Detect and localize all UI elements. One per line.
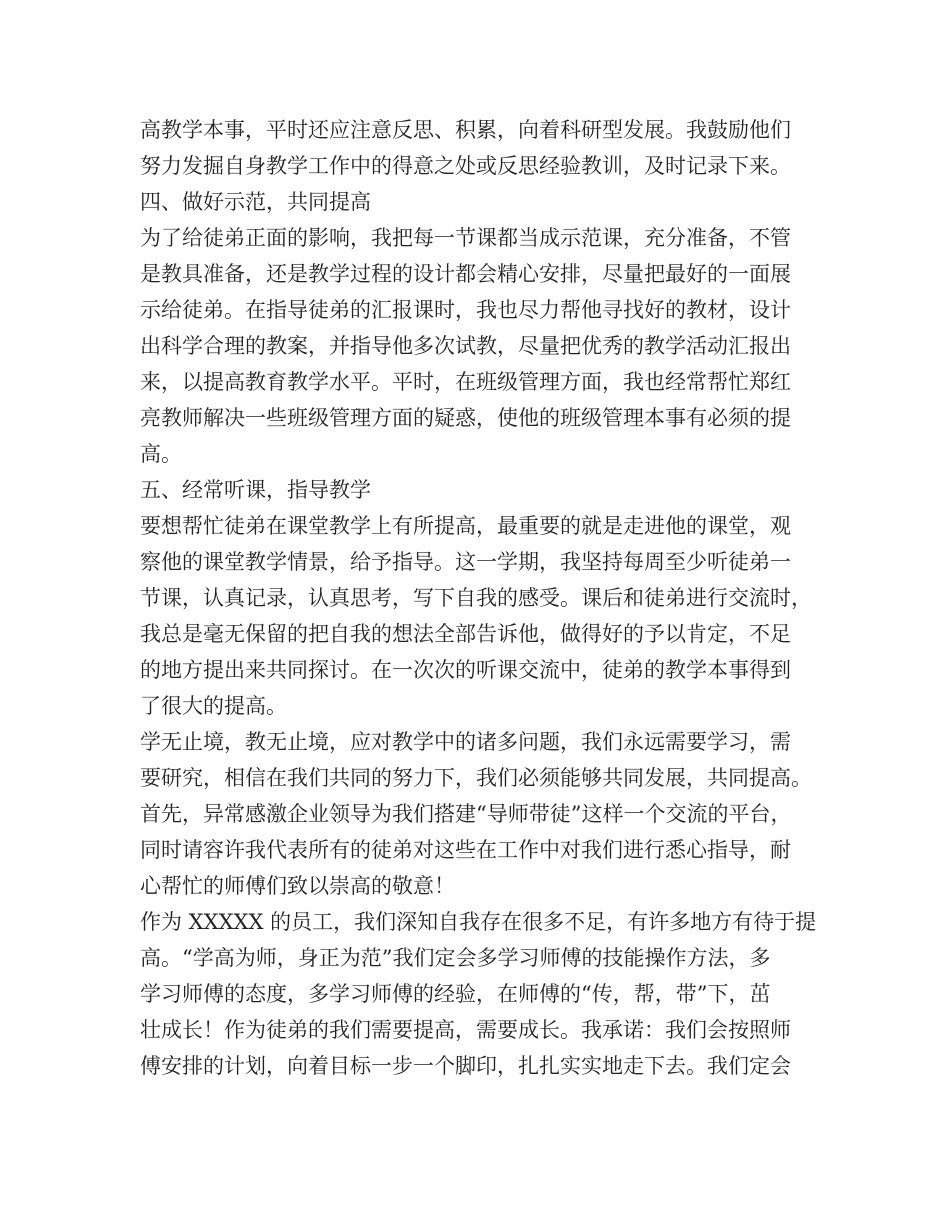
text-line: 要研究，相信在我们共同的努力下，我们必须能够共同发展，共同提高。 [140,766,812,790]
text-line: 示给徒弟。在指导徒弟的汇报课时，我也尽力帮他寻找好的教材，设计 [140,298,791,322]
text-line: 要想帮忙徒弟在课堂教学上有所提高，最重要的就是走进他的课堂，观 [140,514,791,538]
text-line: 壮成长！作为徒弟的我们需要提高，需要成长。我承诺：我们会按照师 [140,1018,791,1042]
text-line: 学无止境，教无止境，应对教学中的诸多问题，我们永远需要学习，需 [140,730,791,754]
text-line: 察他的课堂教学情景，给予指导。这一学期，我坚持每周至少听徒弟一 [140,550,791,574]
text-line: 作为 XXXXX 的员工，我们深知自我存在很多不足，有许多地方有待于提 [140,910,817,934]
text-line: 来，以提高教育教学水平。平时，在班级管理方面，我也经常帮忙郑红 [140,370,791,394]
text-line: 出科学合理的教案，并指导他多次试教，尽量把优秀的教学活动汇报出 [140,334,791,358]
text-line: 为了给徒弟正面的影响，我把每一节课都当成示范课，充分准备，不管 [140,226,791,250]
text-line: 高。 [140,442,182,466]
text-line: 首先，异常感激企业领导为我们搭建“导师带徒”这样一个交流的平台， [140,802,792,826]
section-heading: 五、经常听课，指导教学 [140,478,371,502]
section-heading: 四、做好示范，共同提高 [140,190,371,214]
text-line: 高教学本事，平时还应注意反思、积累，向着科研型发展。我鼓励他们 [140,118,791,142]
text-line: 是教具准备，还是教学过程的设计都会精心安排，尽量把最好的一面展 [140,262,791,286]
text-line: 心帮忙的师傅们致以崇高的敬意！ [140,874,455,898]
text-line: 傅安排的计划，向着目标一步一个脚印，扎扎实实地走下去。我们定会 [140,1054,791,1078]
text-line: 努力发掘自身教学工作中的得意之处或反思经验教训，及时记录下来。 [140,154,791,178]
text-line: 节课，认真记录，认真思考，写下自我的感受。课后和徒弟进行交流时， [140,586,812,610]
text-line: 了很大的提高。 [140,694,287,718]
text-line: 同时请容许我代表所有的徒弟对这些在工作中对我们进行悉心指导，耐 [140,838,791,862]
text-line: 我总是毫无保留的把自我的想法全部告诉他，做得好的予以肯定，不足 [140,622,791,646]
text-line: 学习师傅的态度，多学习师傅的经验，在师傅的“传，帮，带”下，茁 [140,982,771,1006]
text-line: 高。“学高为师，身正为范”我们定会多学习师傅的技能操作方法，多 [140,946,771,970]
text-line: 的地方提出来共同探讨。在一次次的听课交流中，徒弟的教学本事得到 [140,658,791,682]
text-line: 亮教师解决一些班级管理方面的疑惑，使他的班级管理本事有必须的提 [140,406,791,430]
document-body [140,112,830,1084]
